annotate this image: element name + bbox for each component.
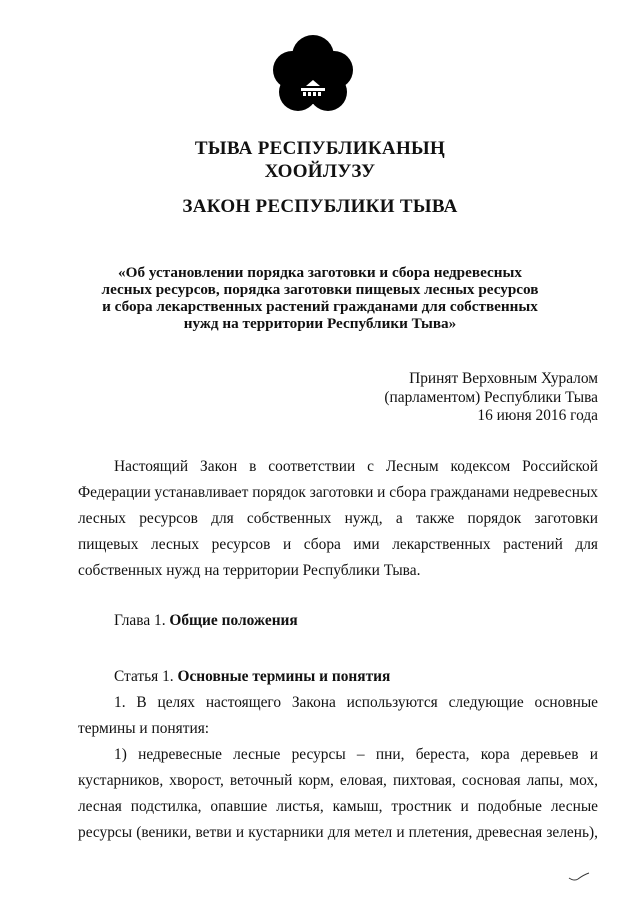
paragraph-1 (78, 690, 598, 742)
paragraph-line: собственных нужд на территории Республики Тыва. (78, 562, 421, 579)
paragraph-line: пищевых лесных ресурсов и сбора ими лекарственных растений для (78, 536, 598, 553)
paragraph-line: 1. В целях настоящего Закона используются следующие основные (114, 694, 598, 711)
chapter-heading-line (78, 608, 598, 634)
chapter-title: Общие положения (169, 612, 298, 629)
law-name-line: нужд на территории Республики Тыва» (183, 315, 457, 332)
intro-paragraph (78, 454, 598, 584)
handwritten-check-mark (568, 872, 590, 882)
paragraph-line: Федерации устанавливает порядок заготовки и сбора гражданами недревесных (78, 484, 598, 501)
chapter-heading (78, 608, 598, 634)
law-name-line: лесных ресурсов, порядка заготовки пищевых лесных ресурсов (101, 281, 539, 298)
paragraph-line: 1) недревесные лесные ресурсы – пни, береста, кора деревьев и (114, 746, 598, 763)
title-tyva-line-1: ТЫВА РЕСПУБЛИКАНЫҢ (194, 138, 446, 159)
adoption-line: (парламентом) Республики Тыва (384, 388, 598, 406)
law-name-block (60, 264, 580, 332)
paragraph-line: лесных ресурсов для собственных нужд, а также порядок заготовки (78, 510, 598, 527)
chapter-prefix: Глава 1. (114, 612, 170, 629)
paragraph-line: кустарников, хворост, веточный корм, еловая, пихтовая, сосновая лапы, мох, (78, 772, 598, 789)
paragraph-line: лесная подстилка, опавшие листья, камыш, тростник и подобные лесные (78, 798, 598, 815)
paragraph-1-1 (78, 742, 598, 846)
law-name-line: и сбора лекарственных растений гражданами для собственных (102, 298, 538, 315)
article-title: Основные термины и понятия (177, 668, 391, 685)
article-heading (78, 664, 598, 690)
article-heading-line (78, 664, 598, 690)
paragraph-line: ресурсы (веники, ветви и кустарники для метел и плетения, древесная зелень), (78, 824, 598, 841)
adoption-date: 16 июня 2016 года (477, 407, 598, 424)
article-prefix: Статья 1. (114, 668, 178, 685)
title-law-russian: ЗАКОН РЕСПУБЛИКИ ТЫВА (182, 196, 458, 217)
coat-of-arms-icon (272, 34, 354, 116)
adoption-line: Принят Верховным Хуралом (409, 370, 598, 387)
law-name-line: «Об установлении порядка заготовки и сбора недревесных (118, 264, 522, 281)
adoption-info (384, 370, 598, 426)
paragraph-line: Настоящий Закон в соответствии с Лесным кодексом Российской (114, 458, 598, 475)
paragraph-line: термины и понятия: (78, 720, 210, 737)
coat-of-arms-emblem (272, 34, 354, 116)
title-tyva-line-2: ХООЙЛУЗУ (264, 161, 376, 182)
